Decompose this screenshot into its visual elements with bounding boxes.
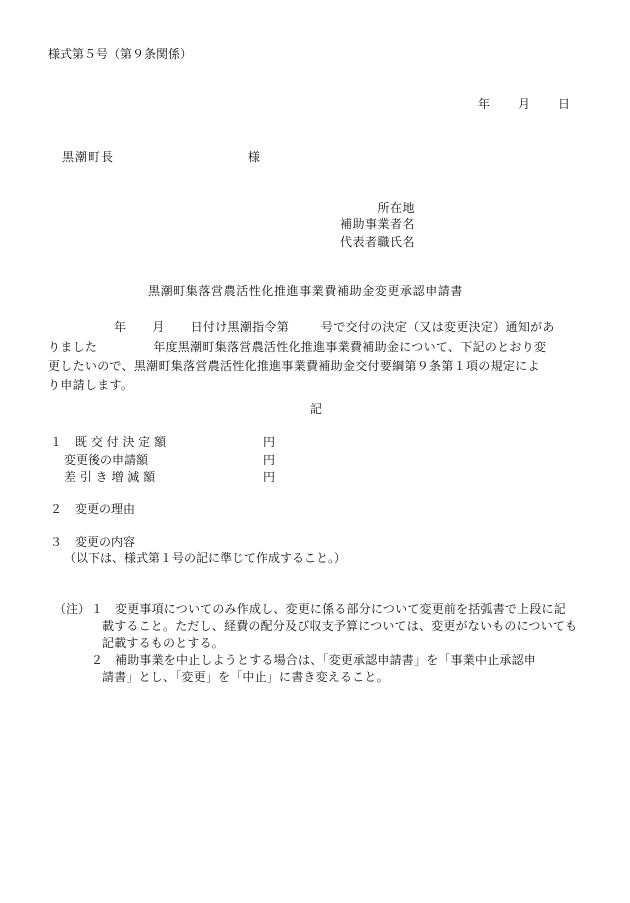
body-month: 月	[152, 320, 165, 334]
body-year: 年	[114, 320, 127, 334]
note-2-line-2: 請書」とし、「変更」を「中止」に書き変えること。	[102, 670, 389, 684]
notes-prefix: （注）	[54, 602, 91, 616]
body-line-2-rest: 年度黒潮町集落営農活性化推進事業費補助金について、下記のとおり変	[153, 340, 547, 354]
applicant-address-label: 所在地	[377, 201, 415, 215]
amount-label: 既 交 付 決 定 額	[75, 435, 167, 449]
date-year: 年	[478, 97, 491, 111]
body-day-ref: 日付け黒潮指令第	[190, 320, 290, 334]
note-2-number: ２	[91, 653, 104, 667]
amount-unit: 円	[263, 453, 276, 467]
form-label: 様式第５号（第９条関係）	[48, 47, 193, 61]
amount-label: 変更後の申請額	[64, 453, 149, 467]
item-2-number: ２	[50, 502, 63, 516]
note-1-line-3: 記載するものとする。	[102, 636, 225, 650]
note-2-line-1: 補助事業を中止しようとする場合は、「変更承認申請書」を「事業中止承認申	[115, 653, 537, 667]
document-title: 黒潮町集落営農活性化推進事業費補助金変更承認申請書	[148, 284, 464, 298]
addressee-name: 黒潮町長	[62, 150, 115, 164]
item-3-note: （以下は、様式第１号の記に準じて作成すること。）	[64, 551, 347, 565]
note-1-line-1: 変更事項についてのみ作成し、変更に係る部分について変更前を括弧書で上段に記	[115, 602, 566, 616]
note-1-number: １	[91, 602, 104, 616]
body-line-1-rest: 号で交付の決定（又は変更決定）通知があ	[321, 320, 555, 334]
item-3-label: 変更の内容	[75, 535, 136, 549]
body-line-4: り申請します。	[48, 378, 134, 392]
item-2-label: 変更の理由	[75, 502, 136, 516]
body-line-2	[48, 341, 546, 353]
body-line-3: 更したいので、黒潮町集落営農活性化推進事業費補助金交付要綱第９条第１項の規定によ	[48, 359, 540, 373]
body-line-2-start: りました	[48, 340, 98, 354]
note-1-line-2: 載すること。ただし、経費の配分及び収支予算については、変更がないものについても	[102, 619, 578, 633]
amount-label: 差 引 き 増 減 額	[64, 470, 156, 484]
body-line-1	[48, 321, 555, 333]
addressee-honorific: 様	[248, 150, 261, 164]
item-3-number: ３	[50, 535, 63, 549]
item-1-number: １	[50, 435, 63, 449]
applicant-rep-label: 代表者職氏名	[339, 235, 415, 249]
amount-unit: 円	[263, 470, 276, 484]
applicant-org-label: 補助事業者名	[339, 217, 415, 231]
date-month: 月	[518, 97, 531, 111]
amount-unit: 円	[263, 435, 276, 449]
date-day: 日	[558, 97, 571, 111]
ki-heading: 記	[310, 402, 323, 416]
